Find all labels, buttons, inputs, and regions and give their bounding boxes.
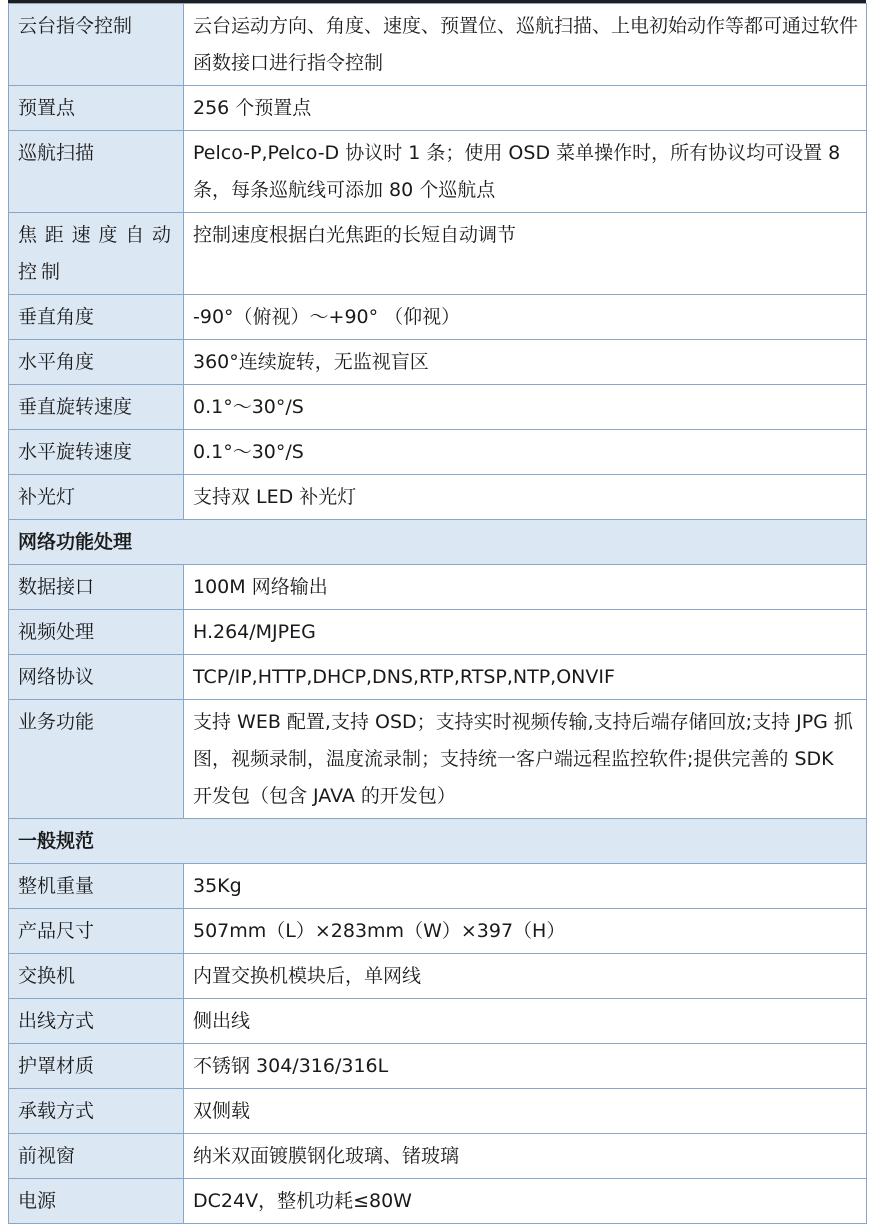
row-label: 电源 — [9, 1179, 184, 1224]
row-value: 0.1°～30°/S — [184, 385, 867, 430]
row-value: 35Kg — [184, 864, 867, 909]
row-label: 交换机 — [9, 954, 184, 999]
spec-row-preset — [9, 86, 867, 131]
spec-row-switch — [9, 954, 867, 999]
row-label: 云台指令控制 — [9, 4, 184, 86]
row-value: -90°（俯视）～+90° （仰视） — [184, 295, 867, 340]
row-label: 前视窗 — [9, 1134, 184, 1179]
spec-row-mounting — [9, 1089, 867, 1134]
row-value: 支持双 LED 补光灯 — [184, 475, 867, 520]
spec-row-ptz-command — [9, 4, 867, 86]
spec-row-power — [9, 1179, 867, 1224]
spec-row-housing-material — [9, 1044, 867, 1089]
spec-row-pan-angle — [9, 340, 867, 385]
row-label: 整机重量 — [9, 864, 184, 909]
row-value: 支持 WEB 配置,支持 OSD；支持实时视频传输,支持后端存储回放;支持 JPG 抓图，视频录制，温度流录制；支持统一客户端远程监控软件;提供完善的 SDK 开发包（包含 JAVA 的开发包） — [184, 700, 867, 819]
row-value: 双侧载 — [184, 1089, 867, 1134]
spec-row-video-processing — [9, 610, 867, 655]
spec-row-business-functions — [9, 700, 867, 819]
row-label: 护罩材质 — [9, 1044, 184, 1089]
row-label: 预置点 — [9, 86, 184, 131]
spec-table — [8, 3, 867, 1224]
row-value: 0.1°～30°/S — [184, 430, 867, 475]
row-label: 视频处理 — [9, 610, 184, 655]
row-label: 出线方式 — [9, 999, 184, 1044]
spec-row-cable-outlet — [9, 999, 867, 1044]
row-label: 巡航扫描 — [9, 131, 184, 213]
row-value: TCP/IP,HTTP,DHCP,DNS,RTP,RTSP,NTP,ONVIF — [184, 655, 867, 700]
section-header-network — [9, 520, 867, 565]
row-label: 水平角度 — [9, 340, 184, 385]
row-value: 100M 网络输出 — [184, 565, 867, 610]
row-value: 云台运动方向、角度、速度、预置位、巡航扫描、上电初始动作等都可通过软件函数接口进行指令控制 — [184, 4, 867, 86]
spec-row-network-protocol — [9, 655, 867, 700]
row-label: 承载方式 — [9, 1089, 184, 1134]
row-label: 水平旋转速度 — [9, 430, 184, 475]
spec-row-data-interface — [9, 565, 867, 610]
spec-row-dimensions — [9, 909, 867, 954]
spec-row-front-window — [9, 1134, 867, 1179]
spec-row-fill-light — [9, 475, 867, 520]
row-label: 补光灯 — [9, 475, 184, 520]
row-label: 垂直旋转速度 — [9, 385, 184, 430]
spec-row-cruise — [9, 131, 867, 213]
row-value: 507mm（L）×283mm（W）×397（H） — [184, 909, 867, 954]
row-label: 业务功能 — [9, 700, 184, 819]
row-value: Pelco-P,Pelco-D 协议时 1 条；使用 OSD 菜单操作时，所有协议均可设置 8 条，每条巡航线可添加 80 个巡航点 — [184, 131, 867, 213]
row-value: 侧出线 — [184, 999, 867, 1044]
row-value: 360°连续旋转，无监视盲区 — [184, 340, 867, 385]
row-label: 网络协议 — [9, 655, 184, 700]
row-label: 焦距速度自动控制 — [9, 213, 184, 295]
row-label: 垂直角度 — [9, 295, 184, 340]
row-label: 产品尺寸 — [9, 909, 184, 954]
row-value: DC24V，整机功耗≤80W — [184, 1179, 867, 1224]
row-label: 数据接口 — [9, 565, 184, 610]
spec-row-tilt-speed — [9, 385, 867, 430]
section-header-general — [9, 819, 867, 864]
row-value: 不锈钢 304/316/316L — [184, 1044, 867, 1089]
row-value: 256 个预置点 — [184, 86, 867, 131]
row-value: 控制速度根据白光焦距的长短自动调节 — [184, 213, 867, 295]
section-title: 网络功能处理 — [9, 520, 867, 565]
row-value: H.264/MJPEG — [184, 610, 867, 655]
spec-row-weight — [9, 864, 867, 909]
row-value: 内置交换机模块后，单网线 — [184, 954, 867, 999]
spec-row-focus-speed — [9, 213, 867, 295]
spec-row-tilt-angle — [9, 295, 867, 340]
section-title: 一般规范 — [9, 819, 867, 864]
spec-row-pan-speed — [9, 430, 867, 475]
row-value: 纳米双面镀膜钢化玻璃、锗玻璃 — [184, 1134, 867, 1179]
